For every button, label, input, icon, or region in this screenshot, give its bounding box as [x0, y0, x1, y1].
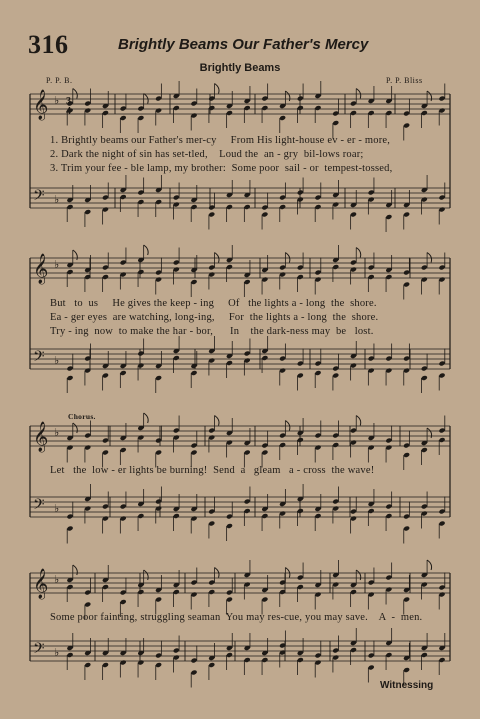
note-flag	[215, 253, 220, 263]
note-flag	[285, 253, 290, 263]
flat-icon: ♭	[54, 194, 60, 206]
note-flag	[356, 416, 361, 426]
note-flag	[285, 421, 290, 431]
category-label: Witnessing	[380, 680, 434, 691]
treble-clef-icon: 𝄞	[33, 422, 49, 452]
note-flag	[215, 568, 220, 578]
note-flag	[215, 416, 220, 426]
note-flag	[285, 91, 290, 101]
treble-clef-icon: 𝄞	[33, 569, 49, 599]
time-signature: 3	[66, 96, 71, 107]
note-flag	[427, 91, 432, 101]
composer-credit: P. P. Bliss	[386, 76, 423, 85]
treble-clef-icon: 𝄞	[33, 254, 49, 284]
note-flag	[285, 568, 290, 578]
flat-icon: ♭	[54, 355, 60, 367]
note-flag	[144, 413, 149, 423]
time-signature: 4	[66, 106, 71, 117]
chorus-line-2: Some poor fainting, struggling seaman You may res-cue, you may save. A - men.	[50, 612, 423, 623]
verse-1-line-1: 1. Brightly beams our Father's mer-cy From His light-house ev - er - more,	[50, 135, 391, 146]
chorus-label: Chorus.	[68, 412, 96, 421]
treble-clef-icon: 𝄞	[33, 90, 49, 120]
flat-icon: ♭	[54, 95, 60, 107]
flat-icon: ♭	[54, 574, 60, 586]
note-flag	[427, 560, 432, 570]
tune-name: Brightly Beams	[199, 62, 281, 74]
bass-clef-icon: 𝄢	[33, 496, 45, 517]
note-flag	[73, 250, 78, 260]
hymn-title: Brightly Beams Our Father's Mercy	[118, 36, 369, 53]
verse-3-line-2: Try - ing now to make the har - bor, In the dark-ness may be lost.	[50, 326, 374, 337]
verse-3-line-1: 3. Trim your fee - ble lamp, my brother: Some poor sail - or tempest-tossed,	[50, 163, 393, 174]
note-flag	[356, 570, 361, 580]
note-flag	[73, 423, 78, 433]
verse-2-line-2: Ea - ger eyes are watching, long-ing, For the lights a - long the shore.	[50, 312, 379, 323]
flat-icon: ♭	[54, 259, 60, 271]
note-flag	[427, 428, 432, 438]
note-flag	[144, 245, 149, 255]
note-flag	[356, 248, 361, 258]
chorus-line-1: Let the low - er lights be burning! Send a gleam a - cross the wave!	[50, 465, 375, 476]
lyricist-credit: P. P. B.	[46, 76, 73, 85]
verse-1-line-2: But to us He gives the keep - ing Of the lights a - long the shore.	[50, 298, 377, 309]
verse-2-line-1: 2. Dark the night of sin has set-tled, Loud the an - gry bil-lows roar;	[50, 149, 364, 160]
note-flag	[356, 89, 361, 99]
note-flag	[427, 253, 432, 263]
note-flag	[73, 565, 78, 575]
flat-icon: ♭	[54, 503, 60, 515]
flat-icon: ♭	[54, 647, 60, 659]
bass-clef-icon: 𝄢	[33, 187, 45, 208]
note-flag	[144, 570, 149, 580]
note-flag	[144, 94, 149, 104]
bass-clef-icon: 𝄢	[33, 640, 45, 661]
bass-clef-icon: 𝄢	[33, 348, 45, 369]
flat-icon: ♭	[54, 427, 60, 439]
note-flag	[73, 89, 78, 99]
note-flag	[215, 84, 220, 94]
hymn-number: 316	[28, 30, 69, 59]
